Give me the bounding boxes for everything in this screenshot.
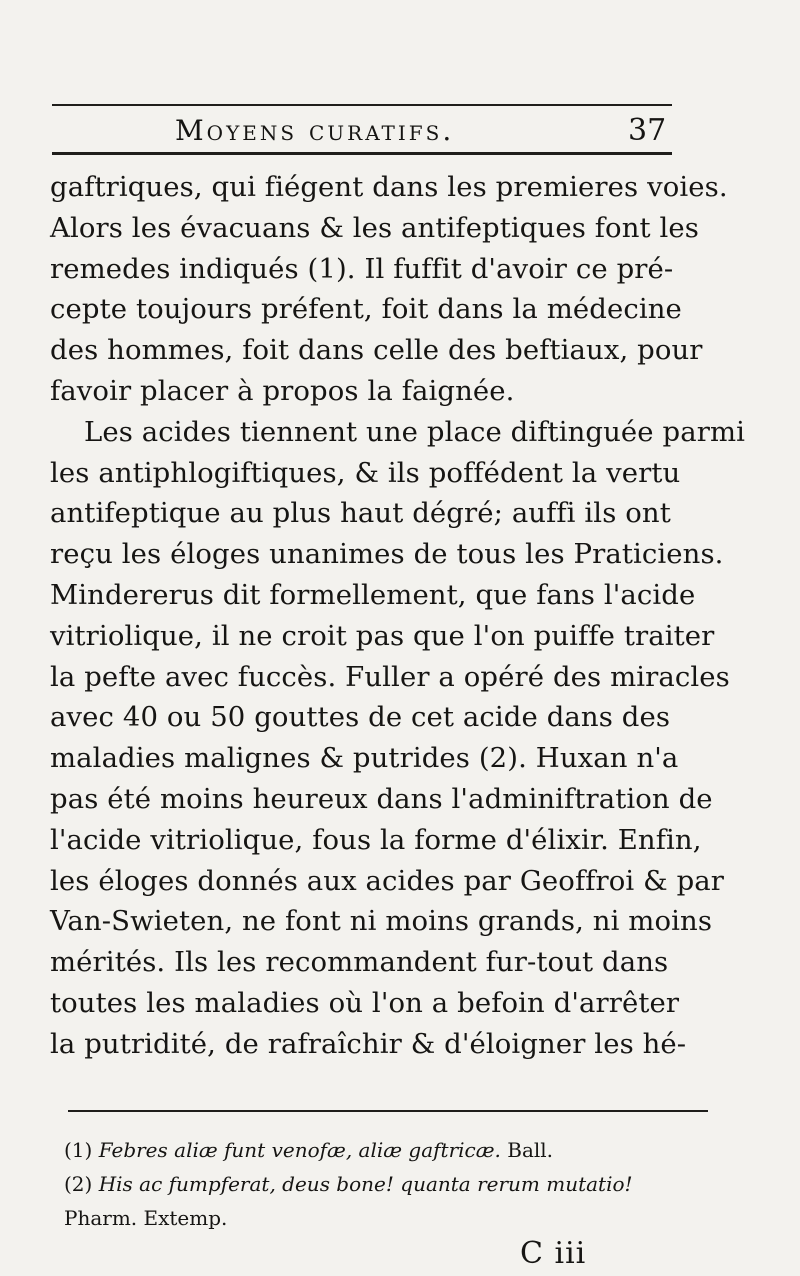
body-line: gaftriques, qui fiégent dans les premieres voies.: [50, 171, 728, 203]
footnote-2: [64, 1167, 724, 1201]
paragraph-first-line: Les acides tiennent une place diftinguée parmi: [84, 415, 746, 448]
body-line: favoir placer à propos la faignée.: [50, 374, 515, 407]
body-line: Mindererus dit formellement, que fans l'acide: [50, 578, 696, 611]
footnote-1: [64, 1133, 724, 1167]
page-number: 37: [628, 113, 667, 148]
header-top-rule: [52, 104, 672, 106]
body-line: la pefte avec fuccès. Fuller a opéré des miracles: [50, 660, 730, 693]
header-bottom-rule: [52, 152, 672, 155]
footnote-marker: (1): [64, 1138, 93, 1162]
footnote-rule: [68, 1110, 708, 1112]
body-line: toutes les maladies où l'on a befoin d'arrêter: [50, 986, 680, 1019]
footnote-source: Pharm. Extemp.: [64, 1206, 228, 1230]
body-line: avec 40 ou 50 gouttes de cet acide dans des: [50, 701, 671, 734]
footnote-source: Ball.: [500, 1138, 554, 1162]
body-line: mérités. Ils les recommandent fur-tout dans: [50, 946, 669, 979]
body-line: antifeptique au plus haut dégré; auffi ils ont: [50, 497, 671, 530]
footnotes: [64, 1133, 724, 1235]
body-line: reçu les éloges unanimes de tous les Praticiens.: [50, 538, 724, 571]
body-line: les antiphlogiftiques, & ils poffédent la vertu: [50, 456, 681, 489]
body-line: remedes indiqués (1). Il fuffit d'avoir ce pré-: [50, 252, 674, 285]
footnote-2-continued: [64, 1201, 724, 1235]
body-line: maladies malignes & putrides (2). Huxan n'a: [50, 742, 679, 775]
body-line: pas été moins heureux dans l'adminiftration de: [50, 782, 713, 815]
footnote-marker: (2): [64, 1172, 93, 1196]
body-line: la putridité, de rafraîchir & d'éloigner les hé-: [50, 1027, 687, 1060]
body-line: Van-Swieten, ne font ni moins grands, ni moins: [50, 905, 713, 938]
footnote-quote: His ac fumpferat, deus bone! quanta rerum mutatio!: [98, 1172, 633, 1196]
body-line: vitriolique, il ne croit pas que l'on puiffe traiter: [50, 619, 715, 652]
body-line: Alors les évacuans & les antifeptiques font les: [50, 211, 699, 244]
body-line: des hommes, foit dans celle des beftiaux, pour: [50, 334, 703, 367]
body-line: l'acide vitriolique, fous la forme d'élixir. Enfin,: [50, 823, 702, 856]
body-text: [50, 167, 746, 1065]
body-line: cepte toujours préfent, foit dans la médecine: [50, 293, 682, 326]
signature-mark: C iii: [520, 1236, 587, 1271]
body-line: les éloges donnés aux acides par Geoffroi & par: [50, 864, 725, 897]
running-head: Moyens curatifs.: [175, 114, 455, 147]
footnote-quote: Febres aliæ funt venofæ, aliæ gaftricæ.: [98, 1138, 501, 1162]
